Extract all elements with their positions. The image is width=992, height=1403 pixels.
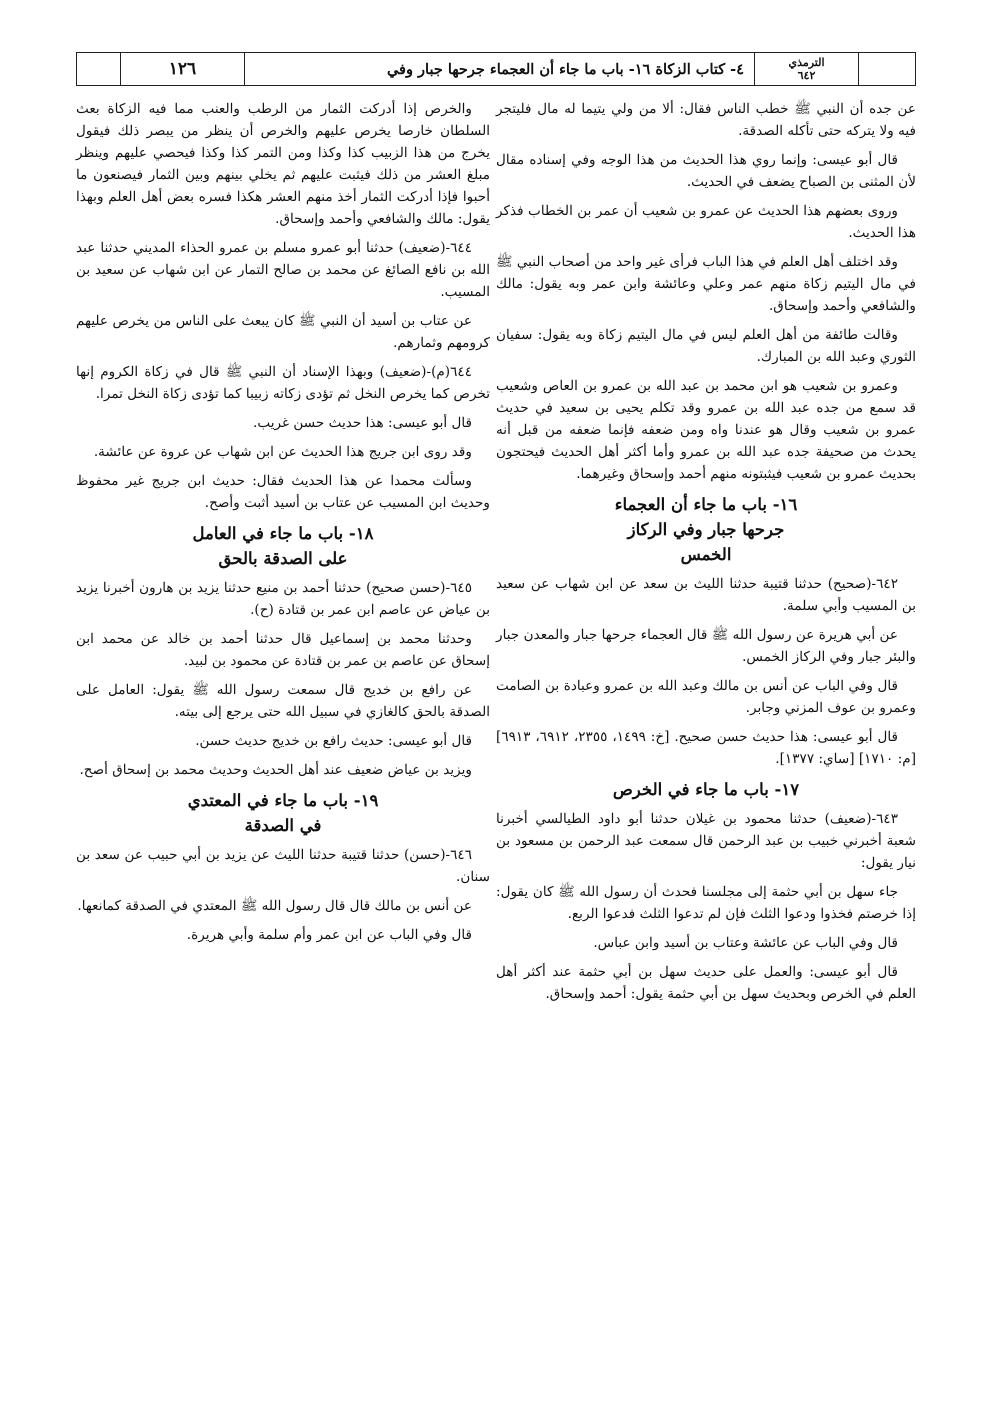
reference-hadith-number: ٦٤٢ — [797, 69, 816, 82]
chapter-heading-line: في الصدقة — [244, 816, 322, 835]
hadith-paragraph: ٦٤٣-(ضعيف) حدثنا محمود بن غيلان حدثنا أبو داود الطيالسي أخبرنا شعبة أخبرني خبيب بن عبد الرحمن قال سمعت عبد الرحمن بن مسعود بن نيار يقول: — [496, 811, 916, 871]
paragraph: قال أبو عيسى: والعمل على حديث سهل بن أبي حثمة عند أكثر أهل العلم في الخرص وبحديث سهل بن أبي حثمة يقول: أحمد وإسحاق. — [496, 964, 916, 1002]
left-column — [76, 98, 490, 953]
paragraph: قال أبو عيسى: وإنما روي هذا الحديث من هذا الوجه وفي إسناده مقال لأن المثنى بن الصباح يضعف في الحديث. — [496, 152, 916, 190]
paragraph: قال أبو عيسى: هذا حديث حسن صحيح. [خ: ١٤٩٩، ٢٣٥٥، ٦٩١٢، ٦٩١٣] [م: ١٧١٠] [ساي: ١٣٧٧]. — [496, 729, 916, 767]
paragraph: عن أنس بن مالك قال قال رسول الله ﷺ المعتدي في الصدقة كمانعها. — [77, 898, 472, 914]
right-column — [496, 98, 916, 1012]
paragraph: قال وفي الباب عن ابن عمر وأم سلمة وأبي هريرة. — [186, 927, 472, 943]
hadith-paragraph: ٦٤٢-(صحيح) حدثنا قتيبة حدثنا الليث بن سعد عن ابن شهاب عن سعيد بن المسيب وأبي سلمة. — [496, 576, 916, 614]
hadith-paragraph: ٦٤٤(م)-(ضعيف) وبهذا الإسناد أن النبي ﷺ قال في زكاة الكروم إنها تخرص كما يخرص النخل ثم تؤدى زكاته زبيبا كما تؤدى زكاة النخل تمرا. — [76, 364, 490, 402]
chapter-heading-line: ١٨- باب ما جاء في العامل — [192, 524, 374, 543]
chapter-heading-line: الخمس — [680, 545, 732, 564]
hadith-paragraph: ٦٤٦-(حسن) حدثنا قتيبة حدثنا الليث عن يزيد بن أبي حبيب عن سعد بن سنان. — [76, 847, 490, 885]
paragraph: قال وفي الباب عن أنس بن مالك وعبد الله بن عمرو وعبادة بن الصامت وعمرو بن عوف المزني وجابر. — [496, 678, 916, 716]
paragraph: ويزيد بن عياض ضعيف عند أهل الحديث وحديث محمد بن إسحاق أصح. — [79, 762, 472, 778]
chapter-heading — [76, 788, 490, 838]
paragraph: وحدثنا محمد بن إسماعيل قال حدثنا أحمد بن خالد عن محمد ابن إسحاق عن عاصم بن عمر بن قتادة عن محمود بن لبيد. — [76, 631, 490, 669]
chapter-heading-line: على الصدقة بالحق — [218, 549, 348, 568]
page-header — [76, 52, 916, 86]
chapter-heading — [496, 777, 916, 802]
chapter-heading-line: ١٩- باب ما جاء في المعتدي — [187, 791, 379, 810]
paragraph: جاء سهل بن أبي حثمة إلى مجلسنا فحدث أن رسول الله ﷺ كان يقول: إذا خرصتم فخذوا ودعوا الثلث فإن لم تدعوا الثلث فدعوا الربع. — [496, 884, 916, 922]
paragraph: وروى بعضهم هذا الحديث عن عمرو بن شعيب أن عمر بن الخطاب فذكر هذا الحديث. — [496, 203, 916, 241]
paragraph: وعمرو بن شعيب هو ابن محمد بن عبد الله بن عمرو بن العاص وشعيب قد سمع من جده عبد الله بن عمرو وقد تكلم يحيى بن سعيد في حديث عمرو بن شعيب وقال هو عندنا واه ومن ضعفه فإنما ضعفه من قبل أنه يحدث من صحيفة جده عبد الله بن عمرو وأما أكثر أهل الحديث فيحتجون بحديث عمرو بن شعيب فيثبتونه منهم أحمد وإسحاق وغيرهما. — [496, 378, 916, 482]
book-reference — [755, 53, 859, 85]
paragraph: عن رافع بن خديج قال سمعت رسول الله ﷺ يقول: العامل على الصدقة بالحق كالغازي في سبيل الله حتى يرجع إلى بيته. — [76, 682, 490, 720]
hadith-paragraph: ٦٤٤-(ضعيف) حدثنا أبو عمرو مسلم بن عمرو الحذاء المديني حدثنا عبد الله بن نافع الصائغ عن محمد بن صالح التمار عن ابن شهاب عن سعيد بن المسيب. — [76, 240, 490, 300]
paragraph: وقد اختلف أهل العلم في هذا الباب فرأى غير واحد من أصحاب النبي ﷺ في مال اليتيم زكاة منهم عمر وعلي وعائشة وابن عمر وبه يقول: مالك والشافعي وأحمد وإسحاق. — [496, 254, 916, 314]
reference-book-name: الترمذي — [788, 56, 825, 69]
header-empty-cell-right — [859, 53, 915, 85]
paragraph: عن أبي هريرة عن رسول الله ﷺ قال العجماء جرحها جبار والمعدن جبار والبئر جبار وفي الركاز الخمس. — [496, 627, 916, 665]
chapter-heading — [496, 492, 916, 567]
paragraph: والخرص إذا أدركت الثمار من الرطب والعنب مما فيه الزكاة بعث السلطان خارصا يخرص عليهم والخرص أن ينظر من يبصر ذلك فيقول يخرج من هذا الزبيب كذا وكذا ومن التمر كذا وكذا فيحصي عليهم وينظر مبلغ العشر من ذلك فيثبت عليهم ثم يخلي بينهم وبين الثمار فيصنعون ما أحبوا فإذا أدركت الثمار أخذ منهم العشر هكذا فسره بعض أهل العلم وبهذا يقول: مالك والشافعي وأحمد وإسحاق. — [76, 101, 490, 227]
paragraph: وسألت محمدا عن هذا الحديث فقال: حديث ابن جريج غير محفوظ وحديث ابن المسيب عن عتاب بن أسيد أثبت وأصح. — [76, 473, 490, 511]
page-number: ١٢٦ — [121, 53, 245, 85]
chapter-heading-line: ١٧- باب ما جاء في الخرص — [612, 780, 800, 799]
hadith-paragraph: ٦٤٥-(حسن صحيح) حدثنا أحمد بن منيع حدثنا يزيد بن هارون أخبرنا يزيد بن عياض عن عاصم ابن عمر بن قتادة (ح). — [76, 580, 490, 618]
paragraph: وقد روى ابن جريج هذا الحديث عن ابن شهاب عن عروة عن عائشة. — [93, 444, 472, 460]
chapter-heading-line: ١٦- باب ما جاء أن العجماء — [614, 495, 798, 514]
paragraph: عن جده أن النبي ﷺ خطب الناس فقال: ألا من ولي يتيما له مال فليتجر فيه ولا يتركه حتى تأكله الصدقة. — [496, 101, 916, 139]
paragraph: عن عتاب بن أسيد أن النبي ﷺ كان يبعث على الناس من يخرص عليهم كرومهم وثمارهم. — [76, 313, 490, 351]
paragraph: قال أبو عيسى: هذا حديث حسن غريب. — [253, 415, 472, 431]
chapter-heading-line: جرحها جبار وفي الركاز — [627, 520, 785, 539]
running-title: ٤- كتاب الزكاة ١٦- باب ما جاء أن العجماء جرحها جبار وفي — [245, 53, 755, 85]
paragraph: قال أبو عيسى: حديث رافع بن خديج حديث حسن. — [195, 733, 472, 749]
paragraph: قال وفي الباب عن عائشة وعتاب بن أسيد وابن عباس. — [593, 935, 898, 951]
paragraph: وقالت طائفة من أهل العلم ليس في مال اليتيم زكاة وبه يقول: سفيان الثوري وعبد الله بن المبارك. — [496, 327, 916, 365]
header-empty-cell-left — [77, 53, 121, 85]
chapter-heading — [76, 521, 490, 571]
